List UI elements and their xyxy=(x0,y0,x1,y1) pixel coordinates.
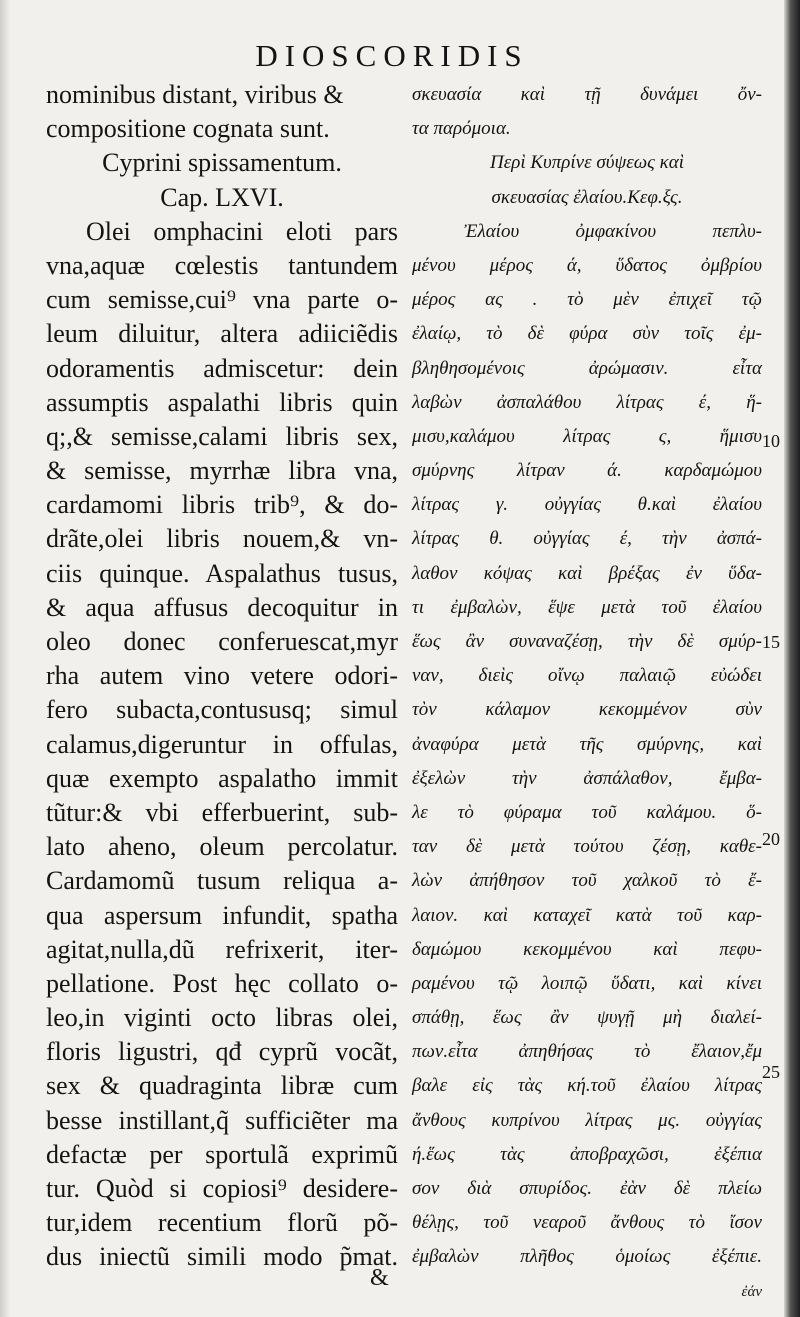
latin-line: tur. Quòd si copiosi⁹ desidere- xyxy=(46,1174,398,1203)
latin-line: tũtur:& vbi efferbuerint, sub- xyxy=(46,797,398,827)
latin-chapter-number: Cap. LXVI. xyxy=(160,182,284,212)
latin-line: rha autem vino vetere odori- xyxy=(46,661,398,691)
greek-column xyxy=(412,78,762,1309)
latin-line: dus iniectũ simili modo p̃mat. xyxy=(46,1242,398,1272)
greek-line: τα παρόμοια. xyxy=(412,118,511,140)
scan-edge xyxy=(784,0,800,1317)
latin-line: leum diluitur, altera adiiciẽdis xyxy=(46,319,398,349)
greek-line: λὼν ἀπήθησον τοῦ χαλκοῦ τὸ ἔ- xyxy=(412,870,762,892)
catchword: & xyxy=(370,1265,389,1291)
greek-line: ή.ἕως τὰς ἀποβραχῶσι, ἐξέπια xyxy=(412,1143,762,1165)
greek-line: σκευασία καὶ τῇ δυνάμει ὄν- xyxy=(412,84,762,105)
latin-line: fero subacta,contususq; simul xyxy=(46,695,398,725)
latin-line: vna,aquæ cœlestis tantundem xyxy=(46,250,398,280)
greek-section-heading: Περὶ Κυπρίνε σύψεως καὶ xyxy=(490,152,684,174)
greek-line: ναν, διεὶς οἴνῳ παλαιῷ εὐώδει xyxy=(412,665,762,687)
greek-line: δαμώμου κεκομμένου καὶ πεφυ- xyxy=(412,938,762,960)
latin-line: quæ exempto aspalatho immit xyxy=(46,763,398,793)
greek-line: ἐλαίῳ, τὸ δὲ φύρα σὺν τοῖς ἐμ- xyxy=(412,323,762,345)
greek-line: ἀναφύρα μετὰ τῆς σμύρνης, καὶ xyxy=(412,733,762,755)
greek-line: ἐξελὼν τὴν ἀσπάλαθον, ἔμβα- xyxy=(412,767,762,789)
running-head: DIOSCORIDIS xyxy=(255,38,529,73)
latin-line: & semisse, myrrhæ libra vna, xyxy=(46,456,398,486)
greek-line: τὸν κάλαμον κεκομμένον σὺν xyxy=(412,699,762,721)
latin-line: odoramentis admiscetur: dein xyxy=(46,353,398,383)
latin-line: besse instillant,q̃ sufficiẽter ma xyxy=(46,1105,398,1135)
line-number: 15 xyxy=(762,632,780,652)
latin-line: ciis quinque. Aspalathus tusus, xyxy=(46,558,398,588)
greek-line: λαθον κόψας καὶ βρέξας ἐν ὕδα- xyxy=(412,562,762,584)
greek-line: θέλῃς, τοῦ νεαροῦ ἄνθους τὸ ἴσον xyxy=(412,1212,762,1234)
line-number: 10 xyxy=(762,431,780,451)
greek-line: ἐμβαλὼν πλῆθος ὁμοίως ἐξέπιε. xyxy=(412,1246,762,1268)
latin-line: defactæ per sportulã exprimũ xyxy=(46,1139,398,1169)
page-gutter-shadow xyxy=(0,0,10,1317)
latin-line: assumptis aspalathi libris quin xyxy=(46,387,398,417)
greek-line: μέρος ας . τὸ μὲν ἐπιχεῖ τῷ xyxy=(412,289,762,311)
greek-catchword: ἐάν xyxy=(741,1283,762,1300)
greek-line: ἕως ἂν συναναζέσῃ, τὴν δὲ σμύρ- xyxy=(412,631,762,652)
greek-line: μισυ,καλάμου λίτρας ς, ἥμισυ xyxy=(412,425,762,447)
line-number: 25 xyxy=(762,1062,780,1082)
greek-line: ἄνθους κυπρίνου λίτρας μς. οὐγγίας xyxy=(412,1109,762,1131)
latin-line: floris ligustri, qđ cyprũ vocãt, xyxy=(46,1037,398,1067)
latin-line: compositione cognata sunt. xyxy=(46,114,330,144)
latin-line: agitat,nulla,dũ refrixerit, iter- xyxy=(46,934,398,964)
greek-line: πων.εἶτα ἀπηθήσας τὸ ἔλαιον,ἔμ xyxy=(412,1041,762,1063)
latin-line: oleo donec conferuescat,myr xyxy=(46,627,398,656)
latin-line: Cardamomũ tusum reliqua a- xyxy=(46,866,398,896)
latin-line: nominibus distant, viribus & xyxy=(46,80,344,109)
latin-line: & aqua affusus decoquitur in xyxy=(46,592,398,622)
greek-line: Ἐλαίου ὀμφακίνου πεπλυ- xyxy=(464,220,762,242)
latin-line: cum semisse,cui⁹ vna parte o- xyxy=(46,285,398,315)
latin-line: cardamomi libris trib⁹, & do- xyxy=(46,490,398,520)
greek-line: λίτρας γ. οὐγγίας θ.καὶ ἐλαίου xyxy=(412,494,762,516)
greek-line: βληθησομένοις ἀρώμασιν. εἶτα xyxy=(412,357,762,379)
latin-line: lato aheno, oleum percolatur. xyxy=(46,832,398,862)
greek-line: τι ἐμβαλὼν, ἕψε μετὰ τοῦ ἐλαίου xyxy=(412,596,762,618)
greek-line: λαβὼν ἀσπαλάθου λίτρας έ, ἥ- xyxy=(412,391,762,413)
greek-line: σμύρνης λίτραν ά. καρδαμώμου xyxy=(412,460,762,482)
greek-section-heading: σκευασίας ἐλαίου.Κεφ.ξς. xyxy=(491,186,683,208)
greek-line: λαιον. καὶ καταχεῖ κατὰ τοῦ καρ- xyxy=(412,904,762,926)
greek-line: λε τὸ φύραμα τοῦ καλάμου. ὅ- xyxy=(412,801,762,823)
latin-line: pellatione. Post hęc collato o- xyxy=(46,968,398,998)
latin-section-heading: Cyprini spissamentum. xyxy=(102,148,342,178)
greek-line: σον διὰ σπυρίδος. ἐὰν δὲ πλείω xyxy=(412,1178,762,1199)
line-number: 20 xyxy=(762,829,780,849)
latin-line: tur,idem recentium florũ põ- xyxy=(46,1208,398,1238)
latin-line: Olei omphacini eloti pars xyxy=(86,216,398,246)
greek-line: ταν δὲ μετὰ τούτου ζέσῃ, καθε- xyxy=(412,836,762,858)
latin-line: sex & quadraginta libræ cum xyxy=(46,1071,398,1101)
greek-line: λίτρας θ. οὐγγίας έ, τὴν ἀσπά- xyxy=(412,528,762,550)
greek-line: μένου μέρος ά, ὕδατος ὀμβρίου xyxy=(412,254,762,276)
greek-line: ραμένου τῷ λοιπῷ ὕδατι, καὶ κίνει xyxy=(412,972,762,994)
greek-line: σπάθῃ, ἕως ἂν ψυγῇ μὴ διαλεί- xyxy=(412,1007,762,1029)
latin-column xyxy=(46,78,398,1275)
latin-line: calamus,digeruntur in offulas, xyxy=(46,729,398,759)
latin-line: drãte,olei libris nouem,& vn- xyxy=(46,524,398,554)
latin-line: leo,in viginti octo libras olei, xyxy=(46,1003,398,1033)
latin-line: q;,& semisse,calami libris sex, xyxy=(46,421,398,451)
latin-line: qua aspersum infundit, spatha xyxy=(46,900,398,930)
greek-line: βαλε εἰς τὰς κή.τοῦ ἐλαίου λίτρας xyxy=(412,1075,762,1097)
